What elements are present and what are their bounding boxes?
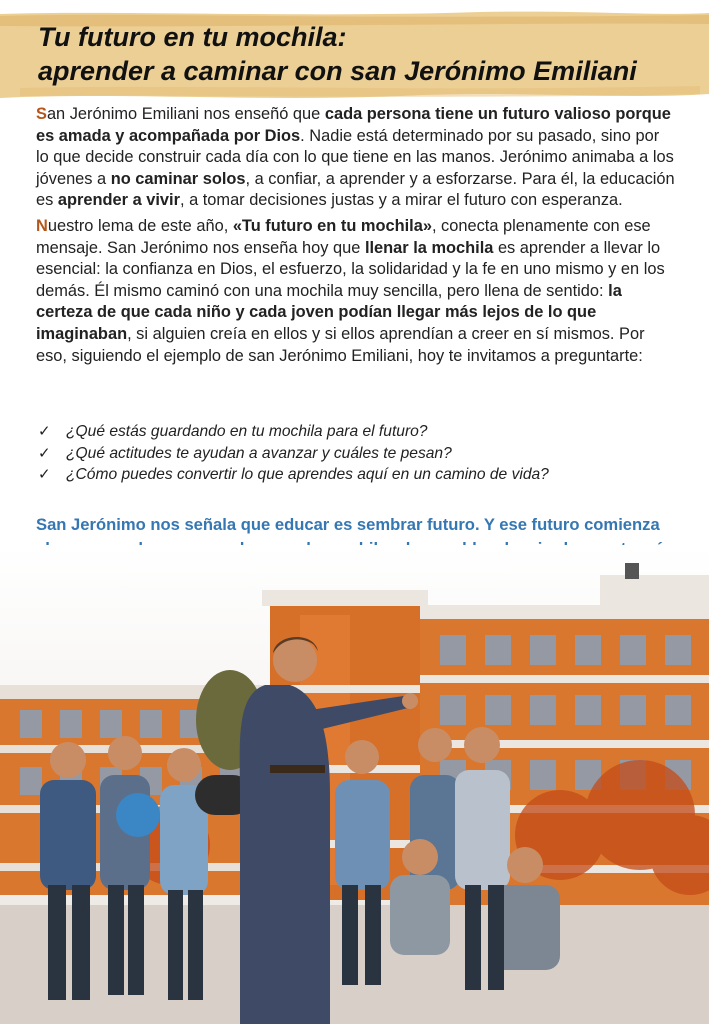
title-line-2: aprender a caminar con san Jerónimo Emiliani [38,56,637,86]
question-text: ¿Qué estás guardando en tu mochila para el futuro? [66,423,428,440]
body-text [36,104,676,371]
dropcap: N [36,216,48,235]
school-illustration [0,545,709,1024]
bold-segment: la certeza de que cada niño y cada joven podían llegar más lejos de lo que imaginaban [36,281,622,343]
checkmark-icon: ✓ [38,444,51,462]
bold-segment: llenar la mochila [364,238,494,257]
question-list [36,421,676,486]
text-segment: uestro lema de este año, [47,216,233,235]
question-item [36,464,676,486]
page-title [38,20,637,88]
paragraph-1 [36,104,676,212]
question-text: ¿Qué actitudes te ayudan a avanzar y cuáles te pesan? [66,444,452,462]
dropcap: S [36,105,47,123]
text-segment: , si alguien creía en ellos y si ellos aprendían a creer en sí mismos. Por eso, siguiendo el ejemplo de san Jerónimo Emiliani, hoy te invitamos a preguntarte: [36,324,645,365]
text-segment: an Jerónimo Emiliani nos enseñó que [46,105,325,123]
closing-statement: San Jerónimo nos señala que educar es sembrar futuro. Y ese futuro comienza [36,515,660,534]
question-text: ¿Cómo puedes convertir lo que aprendes aquí en un camino de vida? [66,466,549,484]
title-line-1: Tu futuro en tu mochila: [38,22,347,52]
text-segment: , a tomar decisiones justas y a mirar el futuro con esperanza. [179,191,623,210]
paragraph-2 [36,216,676,367]
text-segment: , a confiar, a aprender y a esforzarse. Para él, la educación es [36,169,675,210]
bold-segment: cada persona tiene un futuro valioso porque es amada y acompañada por Dios [36,105,671,145]
checkmark-icon: ✓ [38,466,51,484]
globe [116,793,160,837]
question-item [36,443,676,465]
question-item [36,421,676,443]
bold-segment: no caminar solos [110,169,246,188]
text-segment: , conecta plenamente con ese mensaje. San Jerónimo nos enseña hoy que [36,216,651,257]
text-segment: es aprender a llevar lo esencial: la confianza en Dios, el esfuerzo, la solidaridad y la fe en uno mismo y en los demás. Él mismo caminó con una mochila muy sencilla, pero llena de sentido: [36,238,665,300]
bold-segment: aprender a vivir [57,191,180,210]
checkmark-icon: ✓ [38,423,51,440]
bold-segment: «Tu futuro en tu mochila» [232,216,432,235]
text-segment: . Nadie está determinado por su pasado, sino por lo que decide construir cada día con lo que tiene en las manos. Jerónimo animaba a los jóvenes a [36,126,674,188]
